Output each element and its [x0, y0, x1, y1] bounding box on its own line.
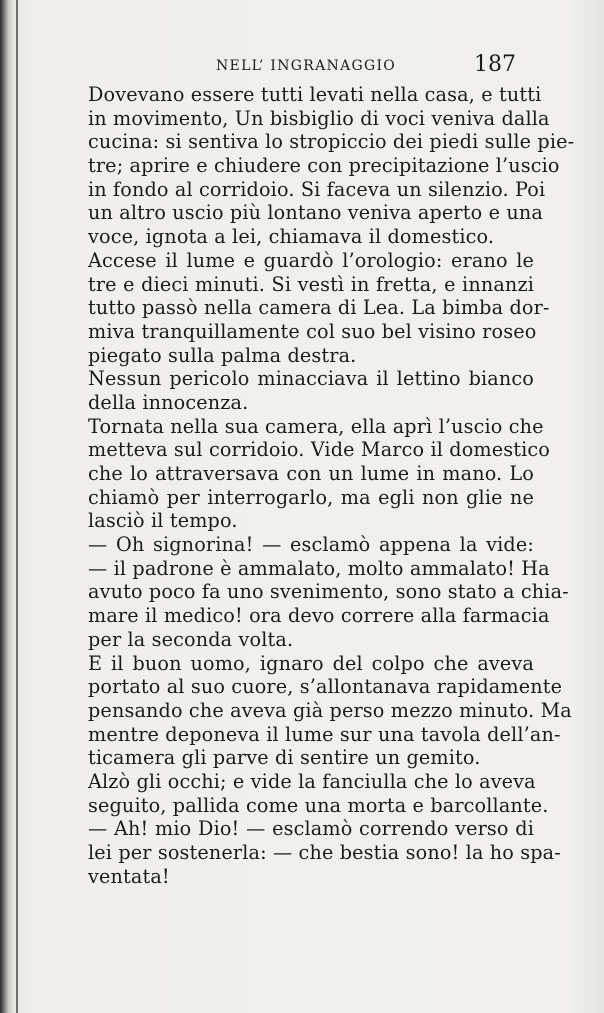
paragraph-4: [88, 414, 551, 533]
text-line: Alzò gli occhi; e vide la fanciulla che lo aveva: [88, 769, 536, 793]
text-line: pensando che aveva già perso mezzo minuto. Ma: [88, 698, 572, 722]
text-line: Accese il lume e guardò l’orologio: erano le: [88, 248, 534, 272]
text-line: tre; aprire e chiudere con precipitazione l’uscio: [88, 154, 560, 178]
text-line: in movimento, Un bisbiglio di voci veniva dalla: [88, 106, 550, 130]
body-text: [88, 83, 575, 888]
text-line: cucina: si sentiva lo stropiccio dei piedi sulle pie-: [88, 130, 575, 154]
paragraph-5: [88, 533, 569, 651]
text-line: E il buon uomo, ignaro del colpo che aveva: [88, 651, 534, 675]
text-line: in fondo al corridoio. Si faceva un silenzio. Poi: [88, 177, 546, 201]
text-line: tutto passò nella camera di Lea. La bimba dor-: [88, 296, 550, 320]
text-line: Tornata nella sua camera, ella aprì l’uscio che: [88, 414, 544, 438]
text-line: — Ah! mio Dio! — esclamò correndo verso di: [88, 817, 534, 841]
text-line: per la seconda volta.: [88, 627, 294, 651]
page-binding-shadow: [0, 0, 14, 1013]
text-line: mare il medico! ora devo correre alla farmacia: [88, 604, 550, 628]
text-line: — il padrone è ammalato, molto ammalato! Ha: [88, 556, 550, 580]
text-line: che lo attraversava con un lume in mano. Lo: [88, 462, 534, 485]
text-line: piegato sulla palma destra.: [88, 343, 357, 367]
paragraph-8: [88, 817, 561, 888]
paragraph-2: [88, 248, 550, 367]
paragraph-7: [88, 769, 549, 817]
text-line: seguito, pallida come una morta e barcollante.: [88, 793, 549, 817]
text-line: chiamò per interrogarlo, ma egli non glie ne: [88, 485, 534, 509]
text-line: della innocenza.: [88, 390, 249, 414]
text-line: lei per sostenerla: — che bestia sono! la ho spa-: [88, 841, 561, 864]
page-number: 187: [474, 52, 516, 77]
paragraph-6: [88, 651, 572, 770]
text-line: ticamera gli parve di sentire un gemito.: [88, 746, 481, 770]
text-line: voce, ignota a lei, chiamava il domestico.: [88, 225, 495, 249]
text-line: metteva sul corridoio. Vide Marco il domestico: [88, 438, 551, 462]
text-line: mentre deponeva il lume sur una tavola dell’an-: [88, 722, 561, 746]
text-line: — Oh signorina! — esclamò appena la vide:: [88, 533, 534, 557]
text-line: avuto poco fa uno svenimento, sono stato a chia-: [88, 580, 569, 604]
paragraph-1: [88, 83, 575, 249]
text-line: Dovevano essere tutti levati nella casa, e tutti: [88, 83, 542, 106]
text-line: miva tranquillamente col suo bel visino roseo: [88, 319, 537, 343]
text-line: ventata!: [88, 864, 170, 888]
text-line: un altro uscio più lontano veniva aperto e una: [88, 201, 543, 225]
paragraph-3: [88, 367, 534, 414]
text-line: Nessun pericolo minacciava il lettino bianco: [88, 367, 534, 391]
text-line: portato al suo cuore, s’allontanava rapidamente: [88, 675, 563, 699]
page-edge-line: [16, 0, 18, 1013]
running-head: NELL’ INGRANAGGIO: [216, 58, 397, 74]
text-line: lasciò il tempo.: [88, 509, 238, 533]
text-line: tre e dieci minuti. Si vestì in fretta, e innanzi: [88, 272, 534, 296]
